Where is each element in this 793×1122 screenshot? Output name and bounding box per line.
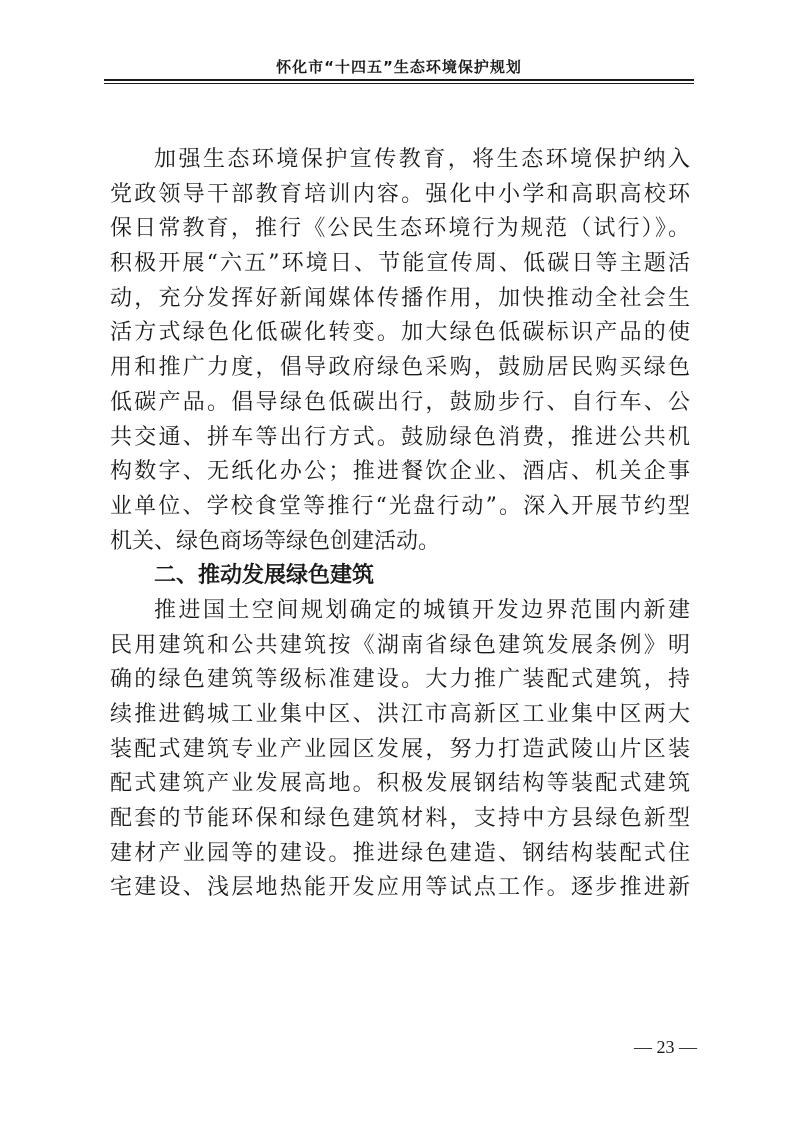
text-line: 构数字、无纸化办公；推进餐饮企业、酒店、机关企事 [110,459,690,485]
text-line: 机关、绿色商场等绿色创建活动。 [110,528,441,554]
section-heading: 二、推动发展绿色建筑 [154,563,375,589]
text-line: 宅建设、浅层地热能开发应用等试点工作。逐步推进新 [110,875,690,901]
text-line: 用和推广力度，倡导政府绿色采购，鼓励居民购买绿色 [110,355,690,381]
text-line: 推进国土空间规划确定的城镇开发边界范围内新建 [154,597,690,623]
text-line: 共交通、拼车等出行方式。鼓励绿色消费，推进公共机 [110,424,690,450]
text-line: 配式建筑产业发展高地。积极发展钢结构等装配式建筑 [110,771,690,797]
text-line: 配套的节能环保和绿色建筑材料，支持中方县绿色新型 [110,806,690,832]
header-rule-thin [104,83,694,84]
body-text [110,143,690,906]
text-line: 民用建筑和公共建筑按《湖南省绿色建筑发展条例》明 [110,632,690,658]
text-line: 动，充分发挥好新闻媒体传播作用，加快推动全社会生 [110,285,690,311]
header-rule-thick [104,79,694,81]
text-line: 积极开展“六五”环境日、节能宣传周、低碳日等主题活 [110,251,690,277]
text-line: 党政领导干部教育培训内容。强化中小学和高职高校环 [110,181,690,207]
page-number: — 23 — [634,1037,697,1057]
running-header: 怀化市“十四五”生态环境保护规划 [276,58,522,76]
paragraph-1 [110,143,690,559]
text-line: 加强生态环境保护宣传教育，将生态环境保护纳入 [154,147,690,172]
text-line: 装配式建筑专业产业园区发展，努力打造武陵山片区装 [110,736,690,762]
text-line: 保日常教育，推行《公民生态环境行为规范（试行）》。 [110,216,690,242]
text-line: 确的绿色建筑等级标准建设。大力推广装配式建筑，持 [110,667,690,693]
text-line: 业单位、学校食堂等推行“光盘行动”。深入开展节约型 [110,493,690,519]
text-line: 建材产业园等的建设。推进绿色建造、钢结构装配式住 [110,840,690,866]
text-line: 续推进鹤城工业集中区、洪江市高新区工业集中区两大 [110,702,690,727]
text-line: 活方式绿色化低碳化转变。加大绿色低碳标识产品的使 [110,320,690,346]
text-line: 低碳产品。倡导绿色低碳出行，鼓励步行、自行车、公 [110,389,690,415]
paragraph-2 [110,594,690,906]
